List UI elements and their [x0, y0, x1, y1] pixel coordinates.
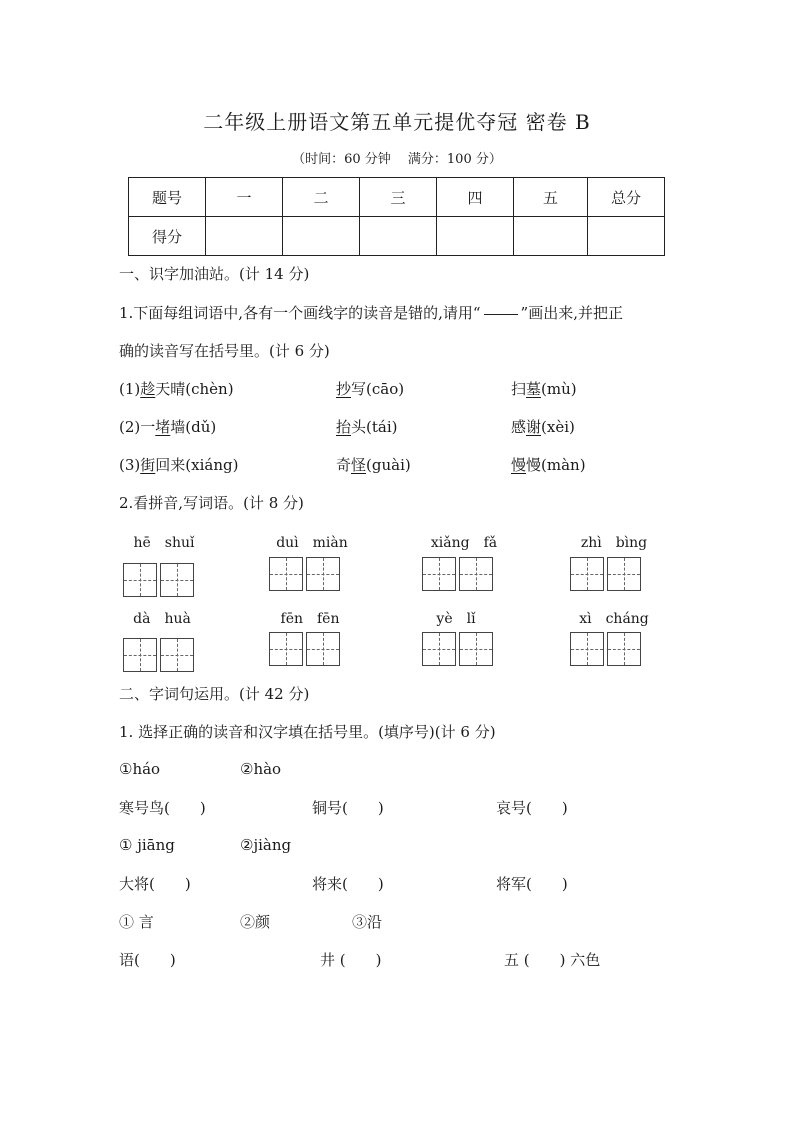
pinyin-label: yè lǐ [436, 611, 476, 627]
header-cell: 四 [437, 178, 514, 217]
score-table-score-row [129, 217, 665, 256]
word-pre: (3) [119, 456, 141, 474]
word-item [119, 378, 234, 399]
option-label: ①háo [119, 760, 161, 778]
score-cell[interactable] [206, 217, 283, 256]
word-pre: 扫 [511, 380, 527, 398]
option-label: ① jiāng [119, 836, 175, 854]
underlined-char: 趁 [140, 380, 156, 398]
question-text: ”画出来,并把正 [520, 304, 623, 322]
option-label: ③沿 [352, 913, 383, 931]
underlined-char: 谢 [526, 418, 542, 436]
pinyin-label: xiǎng fǎ [430, 535, 498, 551]
writing-grid [123, 638, 197, 672]
option-label: ① 言 [119, 913, 154, 931]
writing-grid [123, 563, 197, 597]
header-cell: 三 [360, 178, 437, 217]
score-cell[interactable] [283, 217, 360, 256]
writing-box[interactable] [160, 563, 194, 597]
word-item [119, 416, 216, 437]
writing-box[interactable] [459, 632, 493, 666]
word-item [336, 416, 398, 437]
score-cell[interactable] [437, 217, 514, 256]
word-item [119, 454, 238, 475]
word-post: (xèi) [541, 418, 575, 436]
underlined-char: 抄 [336, 380, 352, 398]
word-post: 回来(xiáng) [155, 456, 239, 474]
header-cell: 总分 [588, 178, 665, 217]
writing-grid [269, 632, 343, 666]
fill-item[interactable]: 大将( ) [119, 875, 191, 893]
word-post: 头(tái) [351, 418, 398, 436]
underlined-char: 怪 [351, 456, 367, 474]
header-cell: 一 [206, 178, 283, 217]
pinyin-label: duì miàn [276, 535, 348, 551]
word-post: 慢(màn) [526, 456, 586, 474]
pinyin-label: hē shuǐ [133, 535, 195, 551]
underlined-char: 抬 [336, 418, 352, 436]
word-post: 墙(dǔ) [170, 418, 217, 436]
word-pre: 奇 [336, 456, 352, 474]
writing-box[interactable] [123, 563, 157, 597]
pinyin-label: xì cháng [579, 611, 649, 627]
word-post: (guài) [366, 456, 411, 474]
option-label: ②jiàng [240, 836, 292, 854]
word-pre: 感 [511, 418, 527, 436]
writing-box[interactable] [570, 557, 604, 591]
question-text: 1.下面每组词语中,各有一个画线字的读音是错的,请用“ [119, 304, 481, 322]
pinyin-label: dà huà [133, 611, 191, 627]
word-item [511, 416, 575, 437]
score-cell[interactable] [360, 217, 437, 256]
score-cell[interactable] [514, 217, 588, 256]
page-title: 二年级上册语文第五单元提优夺冠 密卷 B [203, 110, 591, 134]
header-cell: 五 [514, 178, 588, 217]
writing-box[interactable] [306, 557, 340, 591]
option-label: ②hào [240, 760, 282, 778]
writing-grid [570, 632, 644, 666]
underlined-char: 墓 [526, 380, 542, 398]
underline-sample [484, 313, 518, 315]
option-label: ②颜 [240, 913, 271, 931]
word-item [511, 378, 577, 399]
writing-grid [422, 632, 496, 666]
writing-box[interactable] [422, 557, 456, 591]
writing-box[interactable] [160, 638, 194, 672]
fill-item[interactable]: 五 ( ) 六色 [504, 951, 601, 969]
writing-grid [422, 557, 496, 591]
pinyin-label: zhì bìng [580, 535, 648, 551]
word-pre: (2)一 [119, 418, 156, 436]
writing-grid [269, 557, 343, 591]
word-post: (mù) [541, 380, 577, 398]
writing-box[interactable] [607, 632, 641, 666]
header-cell: 题号 [129, 178, 206, 217]
writing-box[interactable] [123, 638, 157, 672]
writing-box[interactable] [422, 632, 456, 666]
row-label: 得分 [129, 217, 206, 256]
exam-info: （时间：60 分钟 满分：100 分） [292, 152, 502, 167]
underlined-char: 堵 [155, 418, 171, 436]
word-post: 天晴(chèn) [155, 380, 234, 398]
header-cell: 二 [283, 178, 360, 217]
writing-box[interactable] [306, 632, 340, 666]
word-post: 写(cāo) [351, 380, 405, 398]
score-table [128, 177, 665, 256]
section-heading-2: 二、字词句运用。(计 42 分) [119, 685, 310, 703]
fill-item[interactable]: 寒号鸟( ) [119, 799, 206, 817]
question-2-1: 1. 选择正确的读音和汉字填在括号里。(填序号)(计 6 分) [119, 723, 496, 741]
writing-box[interactable] [459, 557, 493, 591]
question-2: 2.看拼音,写词语。(计 8 分) [119, 494, 304, 512]
writing-box[interactable] [269, 557, 303, 591]
question-1-line-1 [119, 302, 623, 323]
word-item [511, 454, 586, 475]
writing-box[interactable] [269, 632, 303, 666]
section-heading-1: 一、识字加油站。(计 14 分) [119, 265, 310, 283]
score-table-header-row [129, 178, 665, 217]
writing-box[interactable] [607, 557, 641, 591]
word-item [336, 454, 411, 475]
pinyin-label: fēn fēn [280, 611, 340, 627]
fill-item[interactable]: 将来( ) [312, 875, 384, 893]
fill-item[interactable]: 井 ( ) [320, 951, 382, 969]
fill-item[interactable]: 语( ) [119, 951, 176, 969]
fill-item[interactable]: 铜号( ) [312, 799, 384, 817]
writing-grid [570, 557, 644, 591]
word-item [336, 378, 404, 399]
fill-item[interactable]: 哀号( ) [496, 799, 568, 817]
fill-item[interactable]: 将军( ) [496, 875, 568, 893]
writing-box[interactable] [570, 632, 604, 666]
word-pre: (1) [119, 380, 141, 398]
underlined-char: 街 [140, 456, 156, 474]
score-cell[interactable] [588, 217, 665, 256]
question-1-line-2: 确的读音写在括号里。(计 6 分) [119, 342, 330, 360]
underlined-char: 慢 [511, 456, 527, 474]
